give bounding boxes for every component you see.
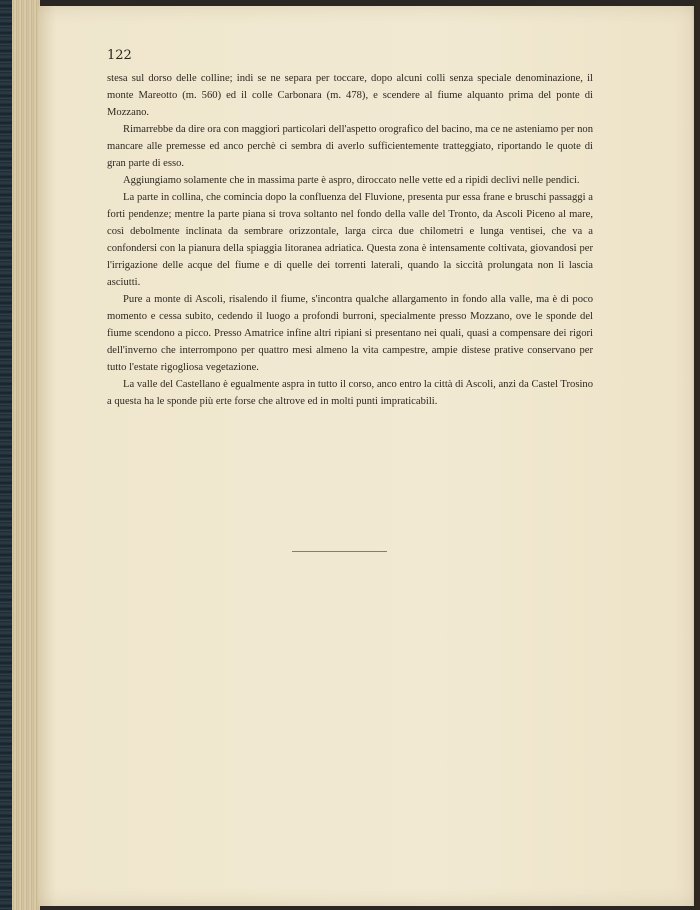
paragraph-1: stesa sul dorso delle colline; indi se ne separa per toccare, dopo alcuni colli senza speciale denominazione, il monte Mareotto (m. 560) ed il colle Carbonara (m. 478), e scendere al fiume alquanto prima del ponte di Mozzano. <box>107 73 593 118</box>
section-separator-rule <box>292 551 387 552</box>
body-text <box>107 70 593 410</box>
paragraph-6: La valle del Castellano è egualmente aspra in tutto il corso, anco entro la città di Ascoli, anzi da Castel Trosino a questa ha le sponde più erte forse che altrove ed in molti punti impraticabili. <box>107 379 593 407</box>
page-edges <box>12 0 40 910</box>
page-number: 122 <box>107 48 132 63</box>
paragraph-4: La parte in collina, che comincia dopo la confluenza del Fluvione, presenta pur essa frane e bruschi passaggi a forti pendenze; mentre la parte piana si trova soltanto nel fondo della valle del Tronto, da Ascoli Piceno al mare, così debolmente inclinata da sembrare orizzontale, larga circa due chilometri e lunga ventisei, che va a confondersi con la pianura della spiaggia litoranea adriatica. Questa zona è intensamente coltivata, giovandosi per l'irrigazione delle acque del fiume e di quelle dei torrenti laterali, quando la siccità prolungata non li lascia asciutti. <box>107 192 593 288</box>
paragraph-3: Aggiungiamo solamente che in massima parte è aspro, dirocсato nelle vette ed a ripidi declivi nelle pendici. <box>123 175 580 186</box>
paragraph-5: Pure a monte di Ascoli, risalendo il fiume, s'incontra qualche allargamento in fondo alla valle, ma è di poco momento e cessa subito, cedendo il luogo a profondi burroni, specialmente presso Mozzano, ove le sponde del fiume scendono a picco. Presso Amatrice infine altri ripiani si presentano nei quali, quasi a compensare dei rigori dell'inverno che interrompono per quattro mesi almeno la vita campestre, ampie distese prative conservano per tutto l'estate rigogliosa vegetazione. <box>107 294 593 373</box>
paragraph-2: Rimarrebbe da dire ora con maggiori particolari dell'aspetto orografico del bacino, ma ce ne asteniamo per non mancare alle premesse ed anco perchè ci sembra di averlo sufficientemente trattеggiato, riportando le quote di gran parte di esso. <box>107 124 593 169</box>
page-shadow <box>692 0 700 910</box>
